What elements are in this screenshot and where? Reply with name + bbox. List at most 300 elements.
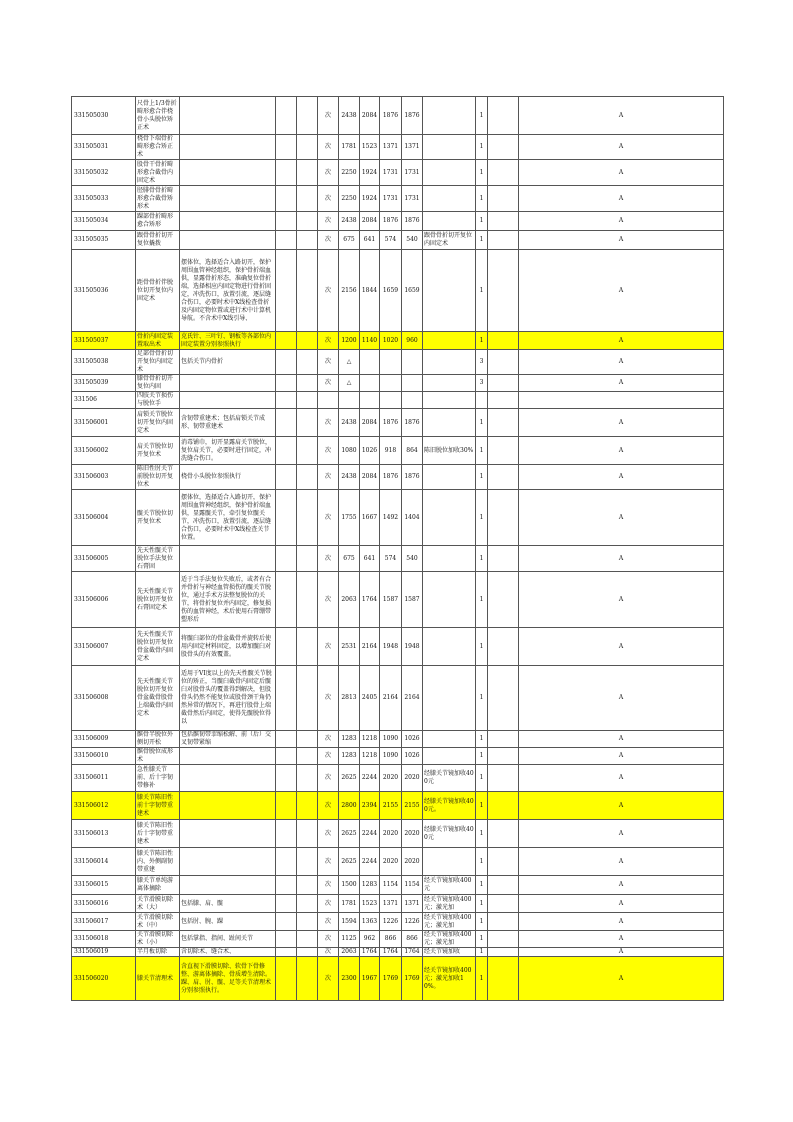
blank-cell	[297, 465, 318, 490]
table-row	[72, 465, 724, 490]
item-code: 331505031	[72, 135, 136, 160]
price-level-4	[402, 392, 423, 409]
price-level-1: △	[339, 375, 360, 392]
blank-cell	[297, 546, 318, 572]
item-code: 331505035	[72, 231, 136, 250]
price-level-2: 1924	[360, 186, 380, 212]
item-note: 经膝关节镜加收400元	[423, 820, 476, 848]
item-name: 膝关节单纯游离体摘除	[136, 876, 180, 895]
price-level-4: 1371	[402, 135, 423, 160]
table-row	[72, 231, 724, 250]
item-name: 先天性髋关节脱位切开复位骨盆截骨股骨上端截骨内固定术	[136, 666, 180, 731]
price-level-3: 2020	[380, 848, 402, 876]
price-level-1: 1781	[339, 895, 360, 913]
blank-cell	[276, 895, 297, 913]
price-level-1: △	[339, 350, 360, 375]
item-unit: 次	[318, 409, 339, 437]
blank-cell	[488, 250, 519, 332]
blank-cell	[488, 948, 519, 957]
blank-cell	[276, 628, 297, 666]
blank-cell	[276, 465, 297, 490]
blank-cell	[297, 160, 318, 186]
item-code: 331506015	[72, 876, 136, 895]
item-code: 331506010	[72, 748, 136, 765]
blank-cell	[488, 490, 519, 546]
price-level-1: 2156	[339, 250, 360, 332]
item-content: 克氏针、三叶钉、钢板等各部位内固定装置分别参照执行	[180, 332, 276, 350]
price-level-3: 918	[380, 437, 402, 465]
item-name: 膝关节陈旧性前十字韧带重建术	[136, 792, 180, 820]
item-note	[423, 546, 476, 572]
item-unit	[318, 392, 339, 409]
table-row	[72, 250, 724, 332]
price-level-2: 1283	[360, 876, 380, 895]
item-note: 经膝关节镜加收400元。	[423, 792, 476, 820]
item-content	[180, 546, 276, 572]
item-count	[476, 392, 488, 409]
blank-cell	[297, 731, 318, 748]
item-note: 经关节镜加收	[423, 948, 476, 957]
item-unit: 次	[318, 848, 339, 876]
price-level-2: 2084	[360, 409, 380, 437]
blank-cell	[488, 876, 519, 895]
item-note: 陈旧脱位加收30%	[423, 437, 476, 465]
price-level-4: 1731	[402, 160, 423, 186]
item-count: 1	[476, 948, 488, 957]
item-unit: 次	[318, 546, 339, 572]
item-name: 距骨骨折伴脱位切开复位内固定术	[136, 250, 180, 332]
price-level-3: 1876	[380, 212, 402, 231]
price-level-2: 2084	[360, 212, 380, 231]
item-code: 331506002	[72, 437, 136, 465]
price-level-3: 1876	[380, 409, 402, 437]
blank-cell	[297, 957, 318, 1001]
item-class: A	[519, 848, 724, 876]
item-class: A	[519, 409, 724, 437]
item-unit: 次	[318, 876, 339, 895]
item-code: 331505033	[72, 186, 136, 212]
blank-cell	[297, 135, 318, 160]
blank-cell	[488, 375, 519, 392]
item-unit: 次	[318, 350, 339, 375]
item-note	[423, 409, 476, 437]
price-level-3: 1876	[380, 97, 402, 135]
item-note: 经关节镜加收400元；激光加	[423, 895, 476, 913]
price-level-2: 641	[360, 546, 380, 572]
blank-cell	[276, 409, 297, 437]
blank-cell	[276, 160, 297, 186]
price-level-3: 1090	[380, 731, 402, 748]
item-class: A	[519, 375, 724, 392]
price-level-1: 2063	[339, 948, 360, 957]
item-content: 消毒铺巾，切开显露肩关节脱位，复位肩关节，必要时进行固定，冲洗缝合伤口。	[180, 437, 276, 465]
item-name: 半月板切除	[136, 948, 180, 957]
item-count: 1	[476, 160, 488, 186]
item-note: 经关节镜加收400元	[423, 876, 476, 895]
price-level-2	[360, 350, 380, 375]
item-content	[180, 848, 276, 876]
blank-cell	[297, 820, 318, 848]
blank-cell	[297, 765, 318, 792]
item-class	[519, 392, 724, 409]
item-count: 1	[476, 731, 488, 748]
blank-cell	[276, 913, 297, 931]
item-content	[180, 135, 276, 160]
blank-cell	[297, 437, 318, 465]
price-level-3	[380, 392, 402, 409]
price-level-1: 1500	[339, 876, 360, 895]
blank-cell	[297, 231, 318, 250]
item-note	[423, 332, 476, 350]
blank-cell	[488, 135, 519, 160]
price-level-3: 1731	[380, 186, 402, 212]
price-level-1: 2813	[339, 666, 360, 731]
item-content: 包括肘、腕、踝	[180, 913, 276, 931]
item-class: A	[519, 765, 724, 792]
item-class: A	[519, 97, 724, 135]
item-code: 331505032	[72, 160, 136, 186]
price-level-2: 1140	[360, 332, 380, 350]
blank-cell	[488, 160, 519, 186]
item-class: A	[519, 957, 724, 1001]
item-name: 先天性髋关节脱位切开复位骨盆截骨内固定术	[136, 628, 180, 666]
blank-cell	[276, 957, 297, 1001]
item-name: 膝关节陈旧性后十字韧带重建术	[136, 820, 180, 848]
item-content	[180, 765, 276, 792]
item-code: 331506011	[72, 765, 136, 792]
price-level-4: 1226	[402, 913, 423, 931]
item-count: 1	[476, 895, 488, 913]
blank-cell	[276, 876, 297, 895]
item-code: 331506019	[72, 948, 136, 957]
table-row	[72, 957, 724, 1001]
item-note	[423, 186, 476, 212]
blank-cell	[276, 332, 297, 350]
item-name: 胫腓骨骨折畸形愈合截骨矫形术	[136, 186, 180, 212]
price-level-1	[339, 392, 360, 409]
table-row	[72, 792, 724, 820]
item-count: 3	[476, 375, 488, 392]
price-level-2: 1218	[360, 731, 380, 748]
item-unit: 次	[318, 731, 339, 748]
price-level-1: 1755	[339, 490, 360, 546]
item-class: A	[519, 931, 724, 948]
item-count: 1	[476, 957, 488, 1001]
blank-cell	[488, 231, 519, 250]
item-content: 摆体位，选择适合入路切开，保护周围血管神经组织，保护骨折端血供，显露髋关节，牵引复位髋关节，冲洗伤口，放置引流，逐层缝合伤口，必要时术中X线检查关节位置。	[180, 490, 276, 546]
item-code: 331506012	[72, 792, 136, 820]
item-count: 1	[476, 97, 488, 135]
item-name: 肩关节脱位切开复位术	[136, 437, 180, 465]
item-content: 适于当手法复位失败后，或者有合并骨折与神经血管损伤的髋关节脱位，通过手术方法整复脱位的关节，将骨折复位并内固定，修复损伤的血管神经，术后使用石膏绷带塑形后	[180, 572, 276, 628]
price-level-1: 1283	[339, 748, 360, 765]
item-unit: 次	[318, 250, 339, 332]
price-level-4: 1876	[402, 409, 423, 437]
price-level-4: 540	[402, 231, 423, 250]
blank-cell	[488, 792, 519, 820]
item-unit: 次	[318, 666, 339, 731]
item-class: A	[519, 135, 724, 160]
price-level-4: 960	[402, 332, 423, 350]
table-row	[72, 409, 724, 437]
table-row	[72, 212, 724, 231]
item-content	[180, 160, 276, 186]
blank-cell	[488, 666, 519, 731]
price-level-2: 1764	[360, 948, 380, 957]
price-level-2: 1523	[360, 895, 380, 913]
price-level-1: 2625	[339, 820, 360, 848]
table-row	[72, 731, 724, 748]
blank-cell	[276, 572, 297, 628]
item-code: 331505037	[72, 332, 136, 350]
blank-cell	[297, 748, 318, 765]
price-level-4: 1764	[402, 948, 423, 957]
item-class: A	[519, 895, 724, 913]
blank-cell	[488, 628, 519, 666]
blank-cell	[297, 409, 318, 437]
item-note	[423, 628, 476, 666]
item-note	[423, 666, 476, 731]
item-code: 331505039	[72, 375, 136, 392]
price-level-1: 2438	[339, 409, 360, 437]
item-class: A	[519, 546, 724, 572]
item-code: 331506016	[72, 895, 136, 913]
blank-cell	[297, 895, 318, 913]
blank-cell	[276, 948, 297, 957]
item-name: 关节滑膜切除术（大）	[136, 895, 180, 913]
item-name: 关节滑膜切除术（小）	[136, 931, 180, 948]
item-class: A	[519, 250, 724, 332]
item-code: 331505036	[72, 250, 136, 332]
blank-cell	[276, 250, 297, 332]
price-level-1: 2625	[339, 848, 360, 876]
table-row	[72, 135, 724, 160]
item-content: 含直视下滑膜切除、软骨下骨修整、游离体摘除、骨质增生清除。踝、肩、肘、髋、足等关节清理术分别参照执行。	[180, 957, 276, 1001]
item-class: A	[519, 666, 724, 731]
blank-cell	[297, 490, 318, 546]
blank-cell	[276, 97, 297, 135]
price-level-1: 675	[339, 546, 360, 572]
blank-cell	[488, 332, 519, 350]
item-count: 1	[476, 792, 488, 820]
item-count: 1	[476, 465, 488, 490]
item-count: 3	[476, 350, 488, 375]
price-level-2: 1218	[360, 748, 380, 765]
item-count: 1	[476, 765, 488, 792]
item-note: 经关节镜加收400元；激光加	[423, 913, 476, 931]
item-unit: 次	[318, 913, 339, 931]
price-level-4: 540	[402, 546, 423, 572]
price-level-1: 2063	[339, 572, 360, 628]
item-content	[180, 820, 276, 848]
price-level-3: 1154	[380, 876, 402, 895]
blank-cell	[488, 913, 519, 931]
item-content	[180, 97, 276, 135]
blank-cell	[297, 666, 318, 731]
blank-cell	[276, 820, 297, 848]
price-level-3: 1090	[380, 748, 402, 765]
blank-cell	[276, 490, 297, 546]
item-unit: 次	[318, 628, 339, 666]
item-note	[423, 135, 476, 160]
item-code: 331506003	[72, 465, 136, 490]
item-content: 包括关节内骨折	[180, 350, 276, 375]
item-code: 331506018	[72, 931, 136, 948]
table-row	[72, 948, 724, 957]
blank-cell	[276, 731, 297, 748]
blank-cell	[488, 186, 519, 212]
item-name: 陈旧性肘关节前脱位切开复位术	[136, 465, 180, 490]
price-level-4: 1371	[402, 895, 423, 913]
item-content: 桡骨小头脱位参照执行	[180, 465, 276, 490]
blank-cell	[276, 666, 297, 731]
item-class: A	[519, 913, 724, 931]
item-class: A	[519, 731, 724, 748]
blank-cell	[276, 437, 297, 465]
price-level-1: 2800	[339, 792, 360, 820]
price-level-2: 2244	[360, 848, 380, 876]
item-class: A	[519, 332, 724, 350]
price-level-4: 1876	[402, 465, 423, 490]
item-code: 331506004	[72, 490, 136, 546]
price-level-1: 1080	[339, 437, 360, 465]
blank-cell	[488, 409, 519, 437]
item-class: A	[519, 465, 724, 490]
price-level-1: 2438	[339, 97, 360, 135]
item-name: 膝关节清理术	[136, 957, 180, 1001]
item-unit: 次	[318, 490, 339, 546]
table-row	[72, 437, 724, 465]
item-count: 1	[476, 135, 488, 160]
item-unit: 次	[318, 97, 339, 135]
price-level-4: 1587	[402, 572, 423, 628]
item-note	[423, 465, 476, 490]
price-level-1: 2625	[339, 765, 360, 792]
price-level-2: 1363	[360, 913, 380, 931]
table-row	[72, 332, 724, 350]
table-row	[72, 848, 724, 876]
price-level-3	[380, 350, 402, 375]
item-name: 桡骨下端骨折畸形愈合矫正术	[136, 135, 180, 160]
item-name: 尺骨上1/3骨折畸形愈合伴桡骨小头脱位矫正术	[136, 97, 180, 135]
price-level-2: 2244	[360, 820, 380, 848]
price-level-1: 1594	[339, 913, 360, 931]
item-unit: 次	[318, 765, 339, 792]
item-unit: 次	[318, 572, 339, 628]
item-content	[180, 375, 276, 392]
item-name: 髋关节脱位切开复位术	[136, 490, 180, 546]
item-note	[423, 392, 476, 409]
price-level-4: 1659	[402, 250, 423, 332]
price-level-2: 2394	[360, 792, 380, 820]
item-name: 急性膝关节前、后十字韧带修补	[136, 765, 180, 792]
item-count: 1	[476, 409, 488, 437]
item-class: A	[519, 160, 724, 186]
price-level-3: 1492	[380, 490, 402, 546]
blank-cell	[276, 231, 297, 250]
item-content: 包括髌韧带挛缩松解、前（后）交叉韧带紧缩	[180, 731, 276, 748]
price-level-4: 1026	[402, 731, 423, 748]
blank-cell	[488, 97, 519, 135]
item-count: 1	[476, 628, 488, 666]
price-level-4: 2164	[402, 666, 423, 731]
price-level-2: 1967	[360, 957, 380, 1001]
item-name: 肩锁关节脱位切开复位内固定术	[136, 409, 180, 437]
item-class: A	[519, 572, 724, 628]
blank-cell	[276, 375, 297, 392]
table-row	[72, 160, 724, 186]
item-code: 331506007	[72, 628, 136, 666]
item-code: 331506020	[72, 957, 136, 1001]
blank-cell	[297, 350, 318, 375]
price-level-1: 1125	[339, 931, 360, 948]
price-level-1: 2300	[339, 957, 360, 1001]
price-level-1: 1283	[339, 731, 360, 748]
price-level-2: 2244	[360, 765, 380, 792]
blank-cell	[276, 848, 297, 876]
item-class: A	[519, 628, 724, 666]
item-note	[423, 748, 476, 765]
item-unit: 次	[318, 931, 339, 948]
blank-cell	[297, 375, 318, 392]
price-level-2	[360, 392, 380, 409]
price-level-3: 1764	[380, 948, 402, 957]
blank-cell	[276, 350, 297, 375]
item-class: A	[519, 231, 724, 250]
price-level-3: 2020	[380, 820, 402, 848]
blank-cell	[297, 186, 318, 212]
item-unit: 次	[318, 895, 339, 913]
blank-cell	[297, 876, 318, 895]
price-table	[71, 96, 724, 1001]
price-level-3: 2164	[380, 666, 402, 731]
blank-cell	[488, 748, 519, 765]
blank-cell	[488, 731, 519, 748]
blank-cell	[488, 546, 519, 572]
item-unit: 次	[318, 748, 339, 765]
blank-cell	[488, 765, 519, 792]
price-level-1: 2250	[339, 186, 360, 212]
price-level-4: 1404	[402, 490, 423, 546]
table-row	[72, 666, 724, 731]
price-level-3: 866	[380, 931, 402, 948]
item-content	[180, 392, 276, 409]
item-unit: 次	[318, 437, 339, 465]
item-code: 331506	[72, 392, 136, 409]
blank-cell	[488, 895, 519, 913]
item-unit: 次	[318, 212, 339, 231]
item-count: 1	[476, 748, 488, 765]
item-content	[180, 748, 276, 765]
blank-cell	[276, 748, 297, 765]
blank-cell	[276, 765, 297, 792]
item-content: 含韧带重建术；包括肩锁关节成形、韧带重建术	[180, 409, 276, 437]
price-level-2: 1523	[360, 135, 380, 160]
price-level-1: 2531	[339, 628, 360, 666]
item-content: 包括膝、肩、髋	[180, 895, 276, 913]
item-note	[423, 350, 476, 375]
blank-cell	[488, 437, 519, 465]
item-content: 适用于VI度以上的先天性髋关节脱位的矫正，当髋臼截骨内固定后髋臼对股骨头的覆盖得到解决，但股骨头仍然不能复位或股骨颈干角仍然异常的情况下，再进行股骨上端截骨然后内固定，使得先髋脱位得以	[180, 666, 276, 731]
item-name: 股骨干骨折畸形愈合截骨内固定术	[136, 160, 180, 186]
price-level-4: 864	[402, 437, 423, 465]
price-level-1: 2438	[339, 465, 360, 490]
item-class: A	[519, 212, 724, 231]
item-class: A	[519, 876, 724, 895]
table-row	[72, 913, 724, 931]
item-count: 1	[476, 666, 488, 731]
item-count: 1	[476, 913, 488, 931]
